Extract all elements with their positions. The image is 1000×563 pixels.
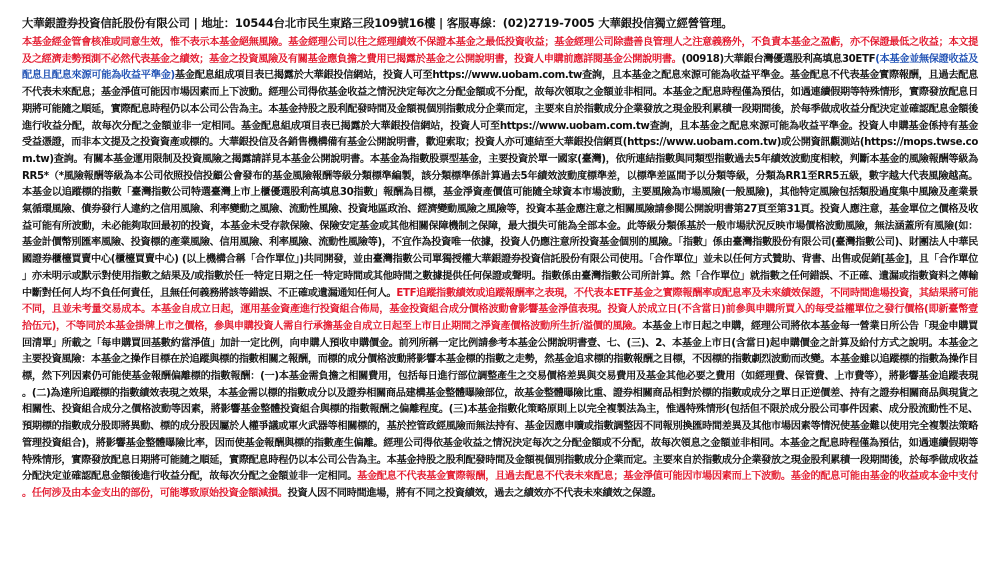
- closing-statement: 投資人因不同時間進場，將有不同之投資績效，過去之績效亦不代表未來績效之保證。: [287, 487, 662, 499]
- risk-warning-intro: 本基金經金管會核准或同意生效，惟不表示本基金絕無風險。基金經理公司以往之經理績效不保證本基金之最低投資收益；基金經理公司除盡善良管理人之注意義務外，不負責本基金之盈虧，亦不保證最低之收益；本文提及之經濟走勢預測不必然代表基金之績效；基金之投資風險及有關基金應負擔之費用已揭露於基金之公開說明書，投資人申購前應詳閱基金公開說明書。: [22, 37, 978, 65]
- fund-description-text: 基金配息組成項目表已揭露於大華銀投信網站，投資人可至https://www.uobam.com.tw查詢，且本基金之配息來源可能為收益平準金。基金配息不代表基金實際報酬，且過去配息不代表未來配息；基金淨值可能因市場因素而上下波動。經理公司得依基金收益之情況決定每次之分配金額或不分配，故每次領取之金額並非相同。本基金之配息時程僅為預估，如遇連續假期等特殊情形，實際發放配息日期將可能隨之順延，實際配息時程仍以本公司公告為主。本基金持股之股利配發時間及金額視個別指數成分企業而定，主要來自於指數成分企業發放之現金股利累積一段期間後，於每季做成收益分配決定並確認配息金額後進行收益分配，故每次分配之金額並非一定相同。基金配息組成項目表已揭露於大華銀投信網站，投資人可至https://www.uobam.com.tw查詢，且本基金之配息來源可能為收益平準金。投資人申購基金係持有基金受益憑證，而非本文提及之投資資產或標的。大華銀投信及各銷售機構備有基金公開說明書，歡迎索取；投資人亦可連結至大華銀投信網頁(https://www.uobam.com.tw)或公開資訊觀測站(https://mops.twse.com.tw)查詢。有關本基金運用限制及投資風險之揭露請詳見本基金公開說明書。本基金為指數股票型基金，主要投資於單一國家(臺灣)，依所連結指數與同類型指數過去5年績效波動度相較，判斷本基金的風險報酬等級為RR5*（*風險報酬等級為本公司依照投信投顧公會發布的基金風險報酬等級分類標準編製，該分類標準係計算過去5年績效波動度標準差，以標準差區間予以分類等級，分類為RR1至RR5五級，數字越大代表風險越高。本基金以追蹤標的指數「臺灣指數公司特選臺灣上市上櫃優選股利高填息30指數」報酬為目標，基金淨資產價值可能隨全球資本市場波動，主要風險為市場風險(一般風險)，其他特定風險包括類股過度集中風險及產業景氣循環風險、債券發行人違約之信用風險、利率變動之風險、流動性風險、投資地區政治、經濟變動風險之風險等，投資本基金應注意之相關風險請參閱公開說明書第27頁至第31頁。投資人應注意，基金單位之價格及收益可能有所波動，未必能夠取回最初的投資，本基金未受存款保險、保險安定基金或其他相關保障機制之保障，最大損失可能為全部本金。此等級分類係基於一般市場狀況反映市場價格波動風險，無法涵蓋所有風險(如：基金計價幣別匯率風險、投資標的產業風險、信用風險、利率風險、流動性風險等)，不宜作為投資唯一依據，投資人仍應注意所投資基金個別的風險。「指數」係由臺灣指數股份有限公司(臺灣指數公司)、財團法人中華民國證券櫃檯買賣中心(櫃檯買賣中心) (以上機構合稱「合作單位」)共同開發，並由臺灣指數公司單獨授權大華銀證券投資信託股份有限公司使用。「合作單位」並未以任何方式贊助、背書、出售或促銷[基金]，且「合作單位」亦未明示或默示對使用指數之結果及/或指數於任一特定日期之任一特定時間或其他時間之數據提供任何保證或聲明。指數係由臺灣指數公司所計算。然「合作單位」就指數之任何錯誤、不正確、遺漏或指數資料之傳輸中斷對任何人均不負任何責任，且無任何義務將該等錯誤、不正確或遺漏通知任何人。: [22, 70, 978, 299]
- dividend-source-note: (本基金並無保證收益及配息且配息來源可能為收益平準金): [22, 53, 978, 82]
- etf-performance-warning: ETF追蹤指數績效或追蹤報酬率之表現，不代表本ETF基金之實際報酬率或配息率及未來績效保證，不同時間進場投資，其結果將可能不同，且並未考量交易成本。本基金自成立日起，運用基金資產進行投資組合佈局，基金投資組合成分價格波動會影響基金淨值表現。投資人於成立日(不含當日)前參與申購所買入的每受益權單位之發行價格(即新臺幣壹拾伍元)，不等同於本基金掛牌上市之價格，參與申購投資人需自行承擔基金自成立日起至上市日止期間之淨資產價格波動所生折/溢價的風險。: [22, 287, 978, 332]
- company-info-header: 大華銀證券投資信託股份有限公司 | 地址：10544台北市民生東路三段109號16樓 | 客服專線：(02)2719-7005 大華銀投信獨立經營管理。: [22, 16, 733, 30]
- disclaimer-paragraph: [22, 35, 978, 503]
- investment-risk-details: 本基金上市日起之申購，經理公司將依本基金每一營業日所公告「現金申購買回清單」所載之「每申購買回基數約當淨值」加計一定比例，向申購人預收申購價金。前列所稱一定比例請參考本基金公開說明書壹、七、(三)、2、本基金上市日(含當日)起申購價金之計算及給付方式之說明。本基金之主要投資風險：本基金之操作目標在於追蹤與標的指數相關之報酬，而標的成分價格波動將影響本基金標的指數之走勢，然基金追求標的指數報酬之目標，不因標的指數劇烈波動而改變。本基金雖以追蹤標的指數為操作目標，然下列因素仍可能使基金報酬偏離標的指數報酬：(一)本基金需負擔之相關費用，包括每日進行部位調整產生之交易價格差異與交易費用及基金其他必要之費用（如經理費、保管費、上市費等），將影響基金追蹤表現。(二)為達所追蹤標的指數績效表現之效果，本基金需以標的指數成分以及證券相關商品建構基金整體曝險部位，故基金整體曝險比重、證券相關商品相對於標的指數或成分之單日正逆價差、持有之證券相關商品與現貨之相關性、投資組合成分之價格波動等因素，將影響基金整體投資組合與標的指數報酬之偏離程度。(三)本基金指數化策略原則上以完全複製法為主，惟遇特殊情形(包括但不限於成分股公司事件因素、成分股流動性不足、預期標的指數成分股即將異動、標的成分股因屬於人權爭議或軍火武器等相關標的，基於控管政經風險而無法持有、基金因應申贖或指數調整因不同報別換匯時間差異及其他市場因素等情況使基金難以使用完全複製法策略管理投資組合)，將影響基金整體曝險比率，因而使基金報酬與標的指數產生偏離。經理公司得依基金收益之情況決定每次之分配金額或不分配，故每次領息之金額並非相同。本基金之配息時程僅為預估，如遇連續假期等特殊情形，實際發放配息日期將可能隨之順延，實際配息時程仍以本公司公告為主。本基金持股之股利配發時間及金額視個別指數成分企業而定。主要來自於指數成分企業發放之現金股利累積一段期間後，於每季做成收益分配決定並確認配息金額後進行收益分配，故每次分配之金額並非一定相同。: [22, 320, 978, 483]
- dividend-warning: 基金配息不代表基金實際報酬，且過去配息不代表未來配息；基金淨值可能因市場因素而上下波動。基金的配息可能由基金的收益或本金中支付。任何涉及由本金支出的部份，可能導致原始投資金額減損。: [22, 471, 978, 499]
- etf-fund-name: (00918)大華銀台灣優選股利高填息30ETF: [681, 53, 876, 65]
